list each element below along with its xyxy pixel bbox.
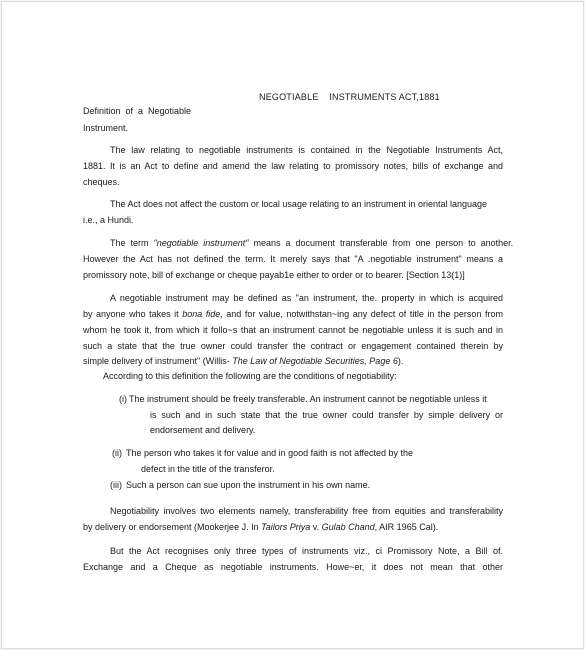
- condition-3-line-1: Such a person can sue upon the instrument in his own name.: [126, 480, 371, 490]
- p4-line-5: [83, 356, 403, 367]
- p4-line-4: such a state that the true owner could transfer the contract or engagement contained therein by: [83, 341, 503, 351]
- condition-2-line-2: defect in the title of the transferor.: [141, 464, 275, 474]
- condition-2-number: (ii): [112, 448, 122, 458]
- p4-l2-text-a: by anyone who takes it: [83, 309, 183, 319]
- p4-citation-italic: The Law of Negotiable Securities, Page 6: [232, 356, 398, 366]
- p1-line-1: The law relating to negotiable instruments is contained in the Negotiable Instruments Act,: [110, 145, 503, 155]
- p4-l5-text-b: ).: [397, 356, 404, 366]
- heading-line-1: Definition of a Negotiable: [83, 106, 192, 116]
- p4-l5-text-a: simple delivery of instrument" (Willis-: [83, 356, 233, 366]
- p6-line-1: But the Act recognises only three types of instruments viz., ci Promissory Note, a Bill of.: [110, 546, 503, 556]
- p3-text-b: means a document transferable from one person to another.: [248, 238, 514, 248]
- p4-bona-fide-italic: bona fide: [182, 309, 221, 319]
- p5-line-1: Negotiability involves two elements namely, transferability free from equities and transferability: [110, 506, 503, 516]
- heading-line-2: Instrument.: [83, 123, 129, 133]
- condition-3-number: (iii): [110, 480, 122, 490]
- p4-line-3: whom he took it, from which it follo~s that an instrument cannot be negotiable unless it is such and in: [83, 325, 503, 335]
- condition-1-line-2: is such and in such state that the true owner could transfer by simple delivery or: [150, 410, 503, 420]
- p1-line-3: cheques.: [83, 177, 120, 187]
- p5-l2-text-b: , AIR 1965 Cal).: [374, 522, 439, 532]
- document-title: NEGOTIABLE INSTRUMENTS ACT,1881: [259, 92, 440, 102]
- p3-line-2: However the Act has not defined the term. It merely says that "A .negotiable instrument" means a: [83, 254, 503, 264]
- p5-l2-text-a: by delivery or endorsement (Mookerjee J. In: [83, 522, 262, 532]
- p5-case-party-2-italic: Gulab Chand: [321, 522, 375, 532]
- document-page: [1, 1, 584, 649]
- p4-line-1: A negotiable instrument may be defined as "an instrument, the. property in which is acquired: [110, 293, 503, 303]
- p2-line-1: The Act does not affect the custom or local usage relating to an instrument in oriental language: [110, 199, 488, 209]
- p4-line-6: According to this definition the following are the conditions of negotiability:: [103, 371, 397, 381]
- condition-1-number: (i): [119, 394, 127, 404]
- p5-case-party-1-italic: Tailors Priya: [261, 522, 311, 532]
- p2-line-2: i.e., a Hundi.: [83, 215, 134, 225]
- p1-line-2: 1881. It is an Act to define and amend the law relating to promissory notes, bills of exchange and: [83, 161, 503, 171]
- p3-text-a: The term: [110, 238, 154, 248]
- p3-line-1: [110, 238, 514, 249]
- condition-1-line-3: endorsement and delivery.: [150, 425, 256, 435]
- p5-line-2: [83, 522, 438, 533]
- p3-line-3: promissory note, bill of exchange or cheque payab1e either to order or to bearer. [Section 13(1)]: [83, 270, 465, 280]
- p3-term-italic: "negotiable instrument": [153, 238, 249, 248]
- p6-line-2: Exchange and a Cheque as negotiable instruments. Howe~er, it does not mean that other: [83, 562, 503, 572]
- p4-l2-text-b: , and for value, notwithstan~ing any defect of title in the person from: [220, 309, 503, 319]
- p4-line-2: [83, 309, 503, 320]
- condition-2-line-1: The person who takes it for value and in good faith is not affected by the: [126, 448, 414, 458]
- condition-1-line-1: The instrument should be freely transferable. An instrument cannot be negotiable unless it: [129, 394, 487, 404]
- p5-l2-versus: v.: [310, 522, 322, 532]
